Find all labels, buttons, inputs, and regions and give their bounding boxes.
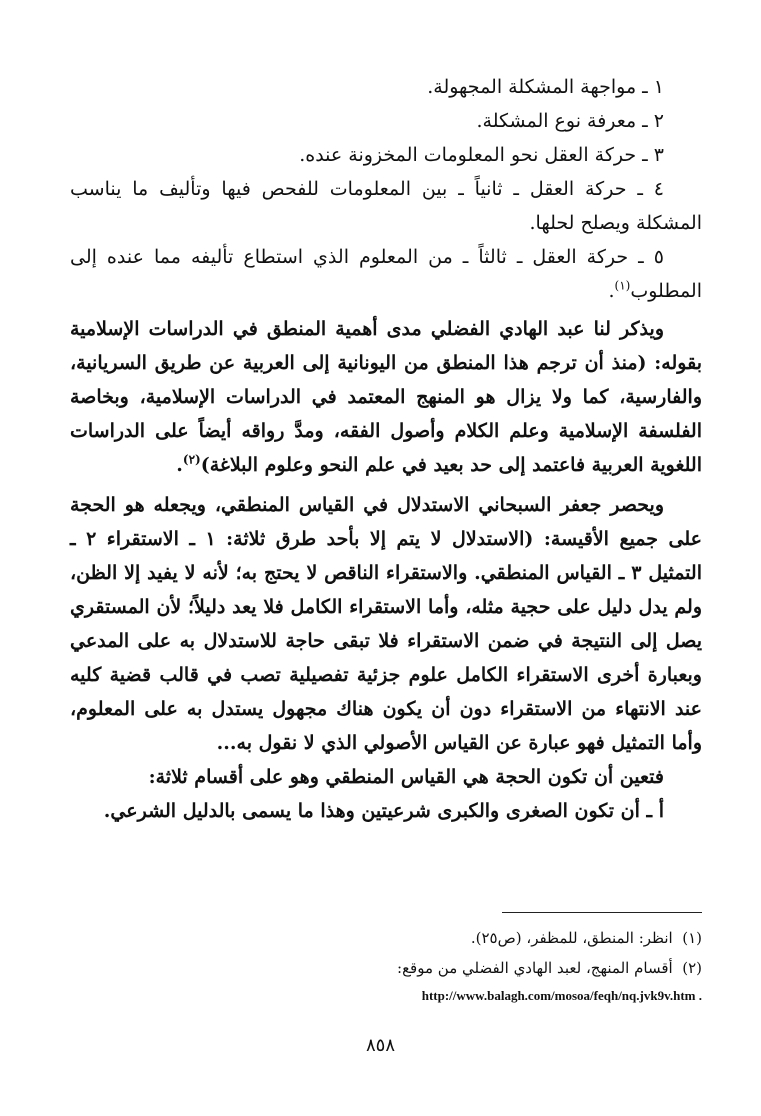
paragraph-fadhli xyxy=(70,312,702,482)
paragraph-section-a: أ ـ أن تكون الصغرى والكبرى شرعيتين وهذا ما يسمى بالدليل الشرعي. xyxy=(103,800,664,822)
paragraph-fadhli-end: . xyxy=(176,454,183,476)
footnote-divider xyxy=(502,912,702,913)
paragraph-subhani: ويحصر جعفر السبحاني الاستدلال في القياس المنطقي، ويجعله هو الحجة على جميع الأقيسة: (الاستدلال لا يتم إلا بأحد طرق ثلاثة: ١ ـ الاستقراء ٢ ـ التمثيل ٣ ـ القياس المنطقي. والاستقراء الناقص لا يحتج به؛ لأنه لا يفيد إلا الظن، ولم يدل دليل على حجية مثله، وأما الاستقراء الكامل فلا يعد دليلاً؛ لأن المستقري يصل إلى النتيجة في ضمن الاستقراء فلا تبقى حاجة للاستدلال به على المدعي وبعبارة أخرى الاستقراء الكامل علوم جزئية تفصيلية تصب في قالب قضية كليه عند الانتهاء من الاستقراء دون أن يكون هناك مجهول يستدل به على المعلوم، وأما التمثيل فهو عبارة عن القياس الأصولي الذي لا نقول به... xyxy=(70,494,702,754)
page-number: ٨٥٨ xyxy=(365,1035,395,1056)
paragraph-conclusion: فتعين أن تكون الحجة هي القياس المنطقي وهو على أقسام ثلاثة: xyxy=(148,766,664,788)
step-1: ١ ـ مواجهة المشكلة المجهولة. xyxy=(427,76,664,98)
step-2: ٢ ـ معرفة نوع المشكلة. xyxy=(476,110,664,132)
footnote-ref-1[interactable]: (١) xyxy=(614,278,631,293)
footnote-2-number: (٢) xyxy=(682,959,702,977)
footnote-2 xyxy=(70,953,702,983)
step-5-text: ٥ ـ حركة العقل ـ ثالثاً ـ من المعلوم الذي استطاع تأليفه مما عنده إلى المطلوب xyxy=(70,246,702,302)
step-5 xyxy=(70,240,702,308)
footnote-1 xyxy=(70,923,702,953)
paragraph-fadhli-text: ويذكر لنا عبد الهادي الفضلي مدى أهمية المنطق في الدراسات الإسلامية بقوله: (منذ أن ترجم هذا المنطق من اليونانية إلى العربية عن طريق السريانية، والفارسية، كما ولا يزال هو المنهج المعتمد في الدراسات الإسلامية، وبخاصة الفلسفة الإسلامية وعلم الكلام وأصول الفقه، ومدَّ رواقه أيضاً على الدراسات اللغوية العربية فاعتمد إلى حد بعيد في علم النحو وعلوم البلاغة) xyxy=(70,318,702,476)
footnote-ref-2[interactable]: (٢) xyxy=(182,452,201,467)
step-4: ٤ ـ حركة العقل ـ ثانياً ـ بين المعلومات للفحص فيها وتأليف ما يناسب المشكلة ويصلح لحلها. xyxy=(70,178,702,234)
footnote-1-number: (١) xyxy=(682,929,702,947)
footnotes xyxy=(70,923,702,1009)
footnote-1-text: انظر: المنطق، للمظفر، (ص٢٥). xyxy=(470,929,673,947)
footnote-2-text: أقسام المنهج، لعبد الهادي الفضلي من موقع: xyxy=(397,959,673,977)
step-3: ٣ ـ حركة العقل نحو المعلومات المخزونة عنده. xyxy=(299,144,664,166)
footnote-url[interactable]: http://www.balagh.com/mosoa/feqh/nq.jvk9v.htm . xyxy=(421,988,702,1003)
page-body xyxy=(70,70,702,828)
step-5-end: . xyxy=(608,280,615,302)
